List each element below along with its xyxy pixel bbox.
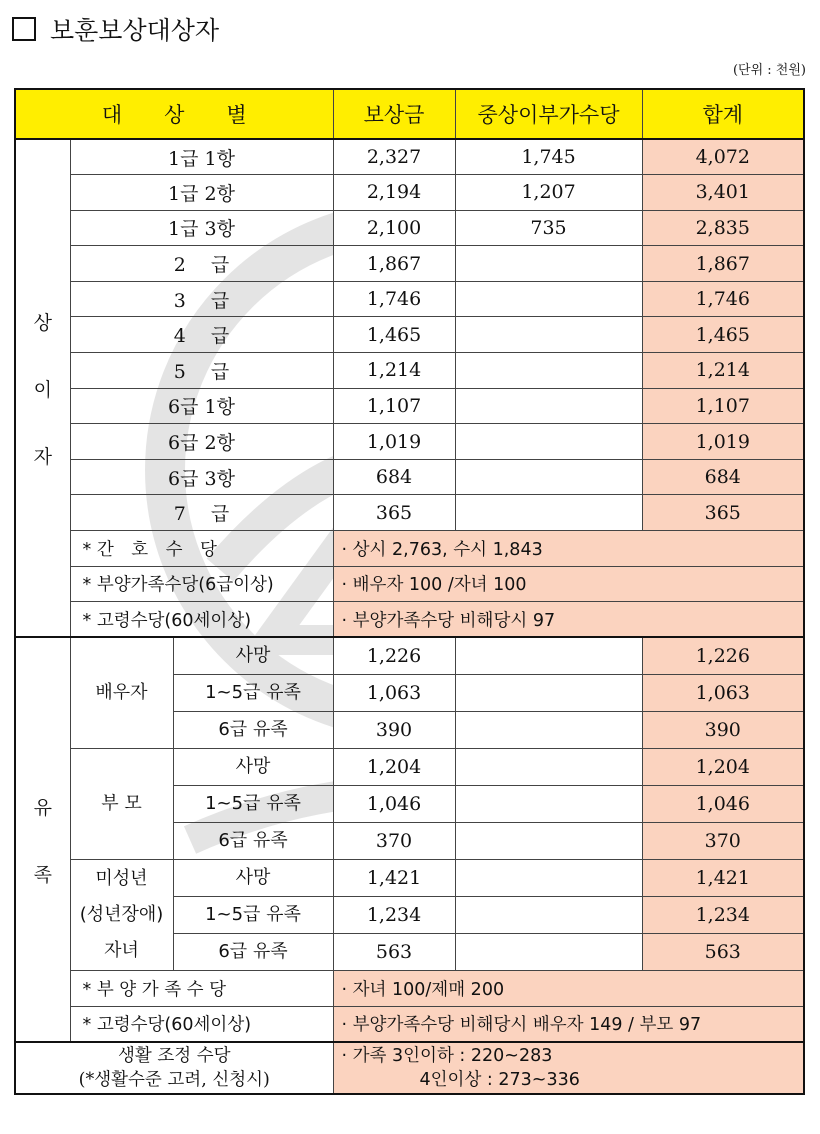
table-row <box>15 637 804 675</box>
living-label-line: 생활 조정 수당 <box>117 1046 231 1066</box>
grade-cell: 3 급 <box>70 281 333 317</box>
grade-cell: 1급 3항 <box>70 210 333 246</box>
grade-cell: 2 급 <box>70 246 333 282</box>
table-row <box>15 175 804 211</box>
note-row <box>15 531 804 567</box>
total-cell: 1,204 <box>642 749 804 786</box>
extra-allowance-cell <box>455 897 642 934</box>
note-value: · 자녀 100/제매 200 <box>333 971 804 1007</box>
extra-allowance-cell <box>455 749 642 786</box>
extra-allowance-cell <box>455 860 642 897</box>
living-value-line: 4인이상 : 273~336 <box>419 1070 580 1090</box>
note-row <box>15 971 804 1007</box>
unit-label: (단위 : 천원) <box>732 63 806 78</box>
total-cell: 390 <box>642 712 804 749</box>
note-label: * 부 양 가 족 수 당 <box>70 971 333 1007</box>
total-cell: 1,046 <box>642 786 804 823</box>
living-value-line: · 가족 3인이하 : 220~283 <box>341 1046 553 1066</box>
compensation-table <box>14 88 805 1095</box>
sub-category-cell: 사망 <box>173 749 333 786</box>
extra-allowance-cell: 735 <box>455 210 642 246</box>
note-label: * 고령수당(60세이상) <box>70 602 333 638</box>
sub-category-cell: 사망 <box>173 860 333 897</box>
relation-label: 배우자 <box>95 682 148 704</box>
note-label: * 부양가족수당(6급이상) <box>70 566 333 602</box>
total-cell: 1,019 <box>642 424 804 460</box>
total-cell: 3,401 <box>642 175 804 211</box>
total-cell: 1,107 <box>642 388 804 424</box>
compensation-cell: 1,019 <box>333 424 455 460</box>
sangi-group-label-char: 자 <box>33 445 52 468</box>
sub-category-cell: 6급 유족 <box>173 712 333 749</box>
table-row <box>15 210 804 246</box>
page-title-text: 보훈보상대상자 <box>50 16 220 45</box>
compensation-cell: 1,226 <box>333 637 455 675</box>
yujok-group-label-char: 족 <box>33 863 52 886</box>
page-title <box>12 14 219 48</box>
total-cell: 1,226 <box>642 637 804 675</box>
sub-category-cell: 6급 유족 <box>173 934 333 971</box>
compensation-cell: 1,046 <box>333 786 455 823</box>
table-row <box>15 495 804 531</box>
compensation-cell: 1,746 <box>333 281 455 317</box>
extra-allowance-cell <box>455 281 642 317</box>
compensation-cell: 370 <box>333 823 455 860</box>
total-cell: 1,421 <box>642 860 804 897</box>
note-row <box>15 602 804 638</box>
relation-label: 미성년 <box>95 868 148 890</box>
relation-cell <box>70 860 173 971</box>
note-value: · 부양가족수당 비해당시 배우자 149 / 부모 97 <box>333 1006 804 1042</box>
extra-allowance-cell: 1,745 <box>455 139 642 175</box>
total-cell: 4,072 <box>642 139 804 175</box>
extra-allowance-cell <box>455 934 642 971</box>
table-row <box>15 749 804 786</box>
total-cell: 684 <box>642 459 804 495</box>
extra-allowance-cell <box>455 712 642 749</box>
extra-allowance-cell <box>455 495 642 531</box>
grade-cell: 1급 1항 <box>70 139 333 175</box>
sub-category-cell: 1~5급 유족 <box>173 897 333 934</box>
total-cell: 1,063 <box>642 675 804 712</box>
living-label-line: (*생활수준 고려, 신청시) <box>78 1070 270 1090</box>
sub-category-cell: 사망 <box>173 637 333 675</box>
table-row <box>15 139 804 175</box>
table-row <box>15 388 804 424</box>
compensation-cell: 1,867 <box>333 246 455 282</box>
table-row <box>15 281 804 317</box>
yujok-group-label <box>15 637 70 1042</box>
living-allowance-value <box>333 1042 804 1094</box>
total-cell: 1,214 <box>642 353 804 389</box>
compensation-cell: 684 <box>333 459 455 495</box>
grade-cell: 6급 3항 <box>70 459 333 495</box>
table-row <box>15 459 804 495</box>
relation-cell <box>70 749 173 860</box>
compensation-cell: 1,421 <box>333 860 455 897</box>
total-cell: 370 <box>642 823 804 860</box>
extra-allowance-cell <box>455 459 642 495</box>
total-cell: 1,746 <box>642 281 804 317</box>
compensation-cell: 2,327 <box>333 139 455 175</box>
grade-cell: 6급 2항 <box>70 424 333 460</box>
compensation-cell: 1,465 <box>333 317 455 353</box>
note-value: · 상시 2,763, 수시 1,843 <box>333 531 804 567</box>
living-allowance-row <box>15 1042 804 1094</box>
header-compensation: 보상금 <box>333 89 455 139</box>
relation-label: 자녀 <box>104 940 139 962</box>
sangi-group-label-char: 상 <box>33 311 52 334</box>
extra-allowance-cell: 1,207 <box>455 175 642 211</box>
note-label: * 간 호 수 당 <box>70 531 333 567</box>
compensation-cell: 1,214 <box>333 353 455 389</box>
table-row <box>15 424 804 460</box>
extra-allowance-cell <box>455 786 642 823</box>
compensation-cell: 2,100 <box>333 210 455 246</box>
compensation-cell: 2,194 <box>333 175 455 211</box>
total-cell: 1,465 <box>642 317 804 353</box>
total-cell: 1,234 <box>642 897 804 934</box>
total-cell: 2,835 <box>642 210 804 246</box>
checkbox-square-icon <box>12 17 36 41</box>
relation-label: 부 모 <box>101 793 142 815</box>
sub-category-cell: 6급 유족 <box>173 823 333 860</box>
grade-cell: 6급 1항 <box>70 388 333 424</box>
compensation-cell: 1,234 <box>333 897 455 934</box>
header-extra-allowance: 중상이부가수당 <box>455 89 642 139</box>
grade-cell: 1급 2항 <box>70 175 333 211</box>
extra-allowance-cell <box>455 675 642 712</box>
total-cell: 1,867 <box>642 246 804 282</box>
sangi-group-label-char: 이 <box>33 378 52 401</box>
extra-allowance-cell <box>455 246 642 282</box>
table-row <box>15 353 804 389</box>
living-allowance-label <box>15 1042 333 1094</box>
grade-cell: 5 급 <box>70 353 333 389</box>
header-category: 대 상 별 <box>15 89 333 139</box>
table-row <box>15 317 804 353</box>
relation-cell <box>70 637 173 749</box>
sangi-group-label <box>15 139 70 637</box>
yujok-group-label-char: 유 <box>33 796 52 819</box>
sub-category-cell: 1~5급 유족 <box>173 786 333 823</box>
total-cell: 365 <box>642 495 804 531</box>
extra-allowance-cell <box>455 388 642 424</box>
extra-allowance-cell <box>455 317 642 353</box>
grade-cell: 4 급 <box>70 317 333 353</box>
compensation-cell: 365 <box>333 495 455 531</box>
grade-cell: 7 급 <box>70 495 333 531</box>
compensation-cell: 1,204 <box>333 749 455 786</box>
compensation-cell: 1,107 <box>333 388 455 424</box>
note-value: · 배우자 100 /자녀 100 <box>333 566 804 602</box>
table-row <box>15 246 804 282</box>
header-total: 합계 <box>642 89 804 139</box>
table-row <box>15 860 804 897</box>
extra-allowance-cell <box>455 637 642 675</box>
note-label: * 고령수당(60세이상) <box>70 1006 333 1042</box>
compensation-cell: 1,063 <box>333 675 455 712</box>
compensation-cell: 390 <box>333 712 455 749</box>
extra-allowance-cell <box>455 424 642 460</box>
note-row <box>15 566 804 602</box>
extra-allowance-cell <box>455 823 642 860</box>
total-cell: 563 <box>642 934 804 971</box>
compensation-cell: 563 <box>333 934 455 971</box>
relation-label: (성년장애) <box>79 904 164 926</box>
note-row <box>15 1006 804 1042</box>
extra-allowance-cell <box>455 353 642 389</box>
sub-category-cell: 1~5급 유족 <box>173 675 333 712</box>
note-value: · 부양가족수당 비해당시 97 <box>333 602 804 638</box>
header-row <box>15 89 804 139</box>
